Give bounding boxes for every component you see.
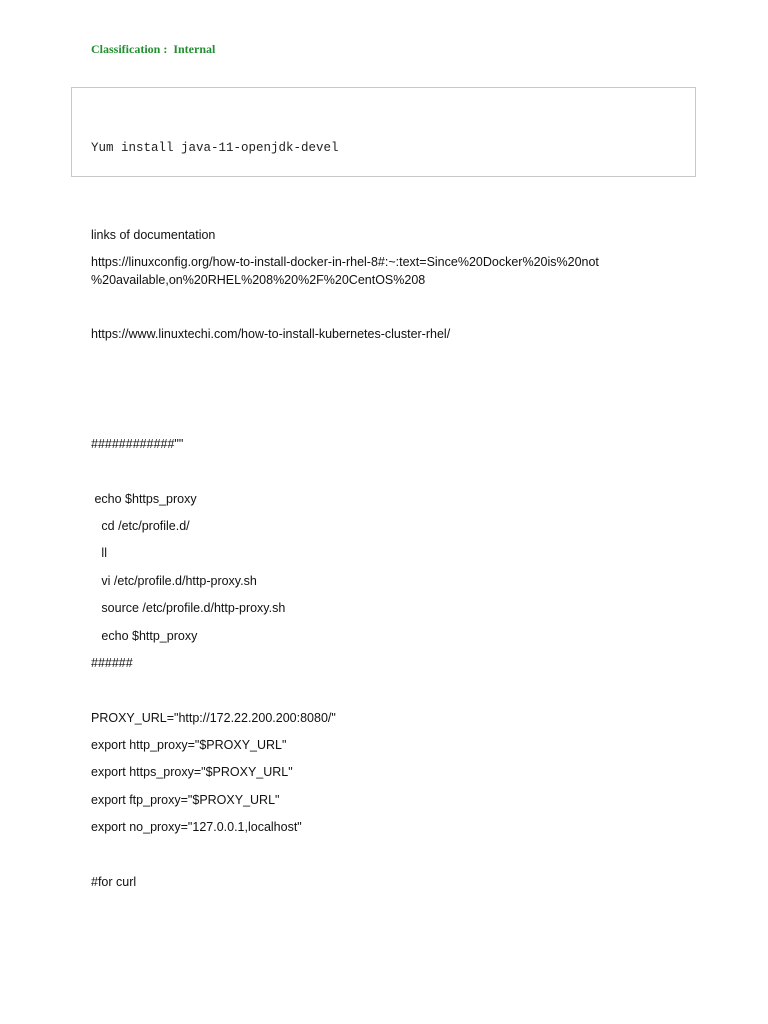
command-line: vi /etc/profile.d/http-proxy.sh (91, 574, 257, 588)
proxy-config-line: export no_proxy="127.0.0.1,localhost" (91, 820, 302, 834)
proxy-config-line: export http_proxy="$PROXY_URL" (91, 738, 287, 752)
command-line: echo $https_proxy (91, 492, 197, 506)
proxy-config-line: export ftp_proxy="$PROXY_URL" (91, 793, 280, 807)
separator-line: ############"" (91, 437, 184, 451)
command-line: cd /etc/profile.d/ (91, 519, 190, 533)
code-block (71, 87, 696, 177)
comment-line: #for curl (91, 875, 137, 889)
docker-doc-link-continued[interactable]: %20available,on%20RHEL%208%20%2F%20CentOS%208 (91, 273, 426, 287)
command-line: echo $http_proxy (91, 629, 198, 643)
command-line: ll (91, 546, 107, 560)
proxy-config-line: PROXY_URL="http://172.22.200.200:8080/" (91, 711, 336, 725)
doc-links-heading: links of documentation (91, 228, 216, 242)
command-line: source /etc/profile.d/http-proxy.sh (91, 601, 286, 615)
docker-doc-link[interactable]: https://linuxconfig.org/how-to-install-docker-in-rhel-8#:~:text=Since%20Docker%20is%20not (91, 255, 599, 269)
separator-line: ###### (91, 656, 133, 670)
code-block-text: Yum install java-11-openjdk-devel (91, 141, 339, 155)
kubernetes-doc-link[interactable]: https://www.linuxtechi.com/how-to-install-kubernetes-cluster-rhel/ (91, 327, 451, 341)
classification-label: Classification : Internal (91, 42, 216, 56)
proxy-config-line: export https_proxy="$PROXY_URL" (91, 765, 293, 779)
